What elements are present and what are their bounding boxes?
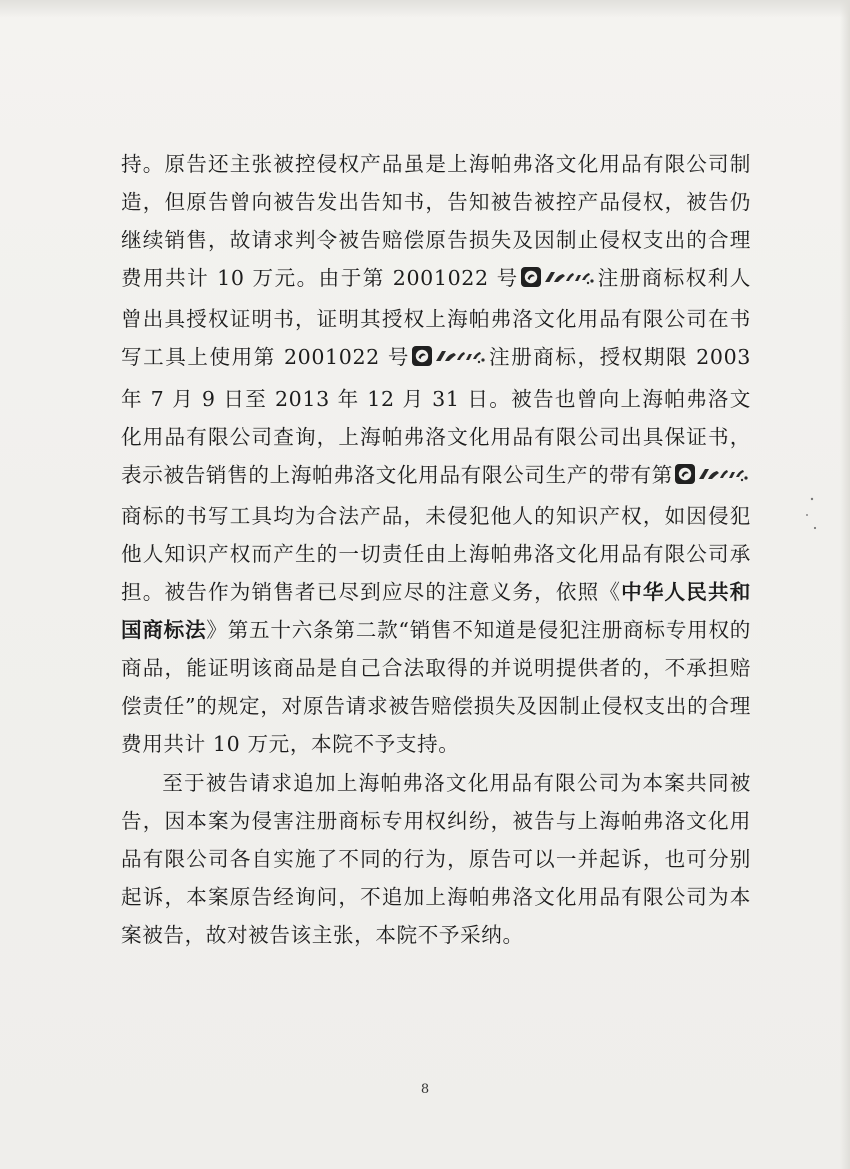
text-segment: 商标的书写工具均为合法产品，未侵犯他人的知识产权，如因侵犯他人知识产权而产生的一切责任由上海帕弗洛文化用品有限公司承担。被告作为销售者已尽到应尽的注意义务，依照《 bbox=[121, 503, 751, 605]
scan-specks bbox=[803, 495, 819, 539]
text-segment: 持。原告还主张被控侵权产品虽是上海帕弗洛文化用品有限公司制造，但原告曾向被告发出告知书，告知被告被控产品侵权，被告仍继续销售，故请求判令被告赔偿原告损失及因制止侵权支出的合理费用共计 10 万元。由于第 2001022 号 bbox=[121, 152, 751, 291]
trademark-logo-icon bbox=[674, 459, 750, 497]
text-segment: 》第五十六条第二款“销售不知道是侵犯注册商标专用权的商品，能证明该商品是自己合法取得的并说明提供者的，不承担赔偿责任”的规定，对原告请求被告赔偿损失及因制止侵权支出的合理费用共计 10 万元，本院不予支持。 bbox=[121, 618, 751, 757]
text-segment: 注册商标，授权期限 2003 年 7 月 9 日至 2013 年 12 月 31 日。被告也曾向上海帕弗洛文化用品有限公司查询，上海帕弗洛文化用品有限公司出具保证书，表示被告销售的上海帕弗洛文化用品有限公司生产的带有第 bbox=[121, 345, 751, 487]
paragraph-1 bbox=[121, 145, 751, 764]
paragraph-2 bbox=[121, 764, 751, 954]
body-text bbox=[121, 145, 751, 954]
trademark-logo-icon bbox=[520, 262, 596, 300]
law-title: 中华人民共和国商标法 bbox=[121, 580, 751, 643]
scan-edge-top bbox=[0, 0, 850, 18]
scan-edge-right bbox=[840, 0, 850, 1169]
trademark-logo-icon bbox=[411, 341, 487, 379]
text-segment: 注册商标权利人曾出具授权证明书，证明其授权上海帕弗洛文化用品有限公司在书写工具上使用第 2001022 号 bbox=[121, 266, 751, 370]
text-segment: 至于被告请求追加上海帕弗洛文化用品有限公司为本案共同被告，因本案为侵害注册商标专用权纠纷，被告与上海帕弗洛文化用品有限公司各自实施了不同的行为，原告可以一并起诉，也可分别起诉，本案原告经询问，不追加上海帕弗洛文化用品有限公司为本案被告，故对被告该主张，本院不予采纳。 bbox=[121, 770, 751, 947]
page-number: 8 bbox=[420, 1082, 430, 1097]
